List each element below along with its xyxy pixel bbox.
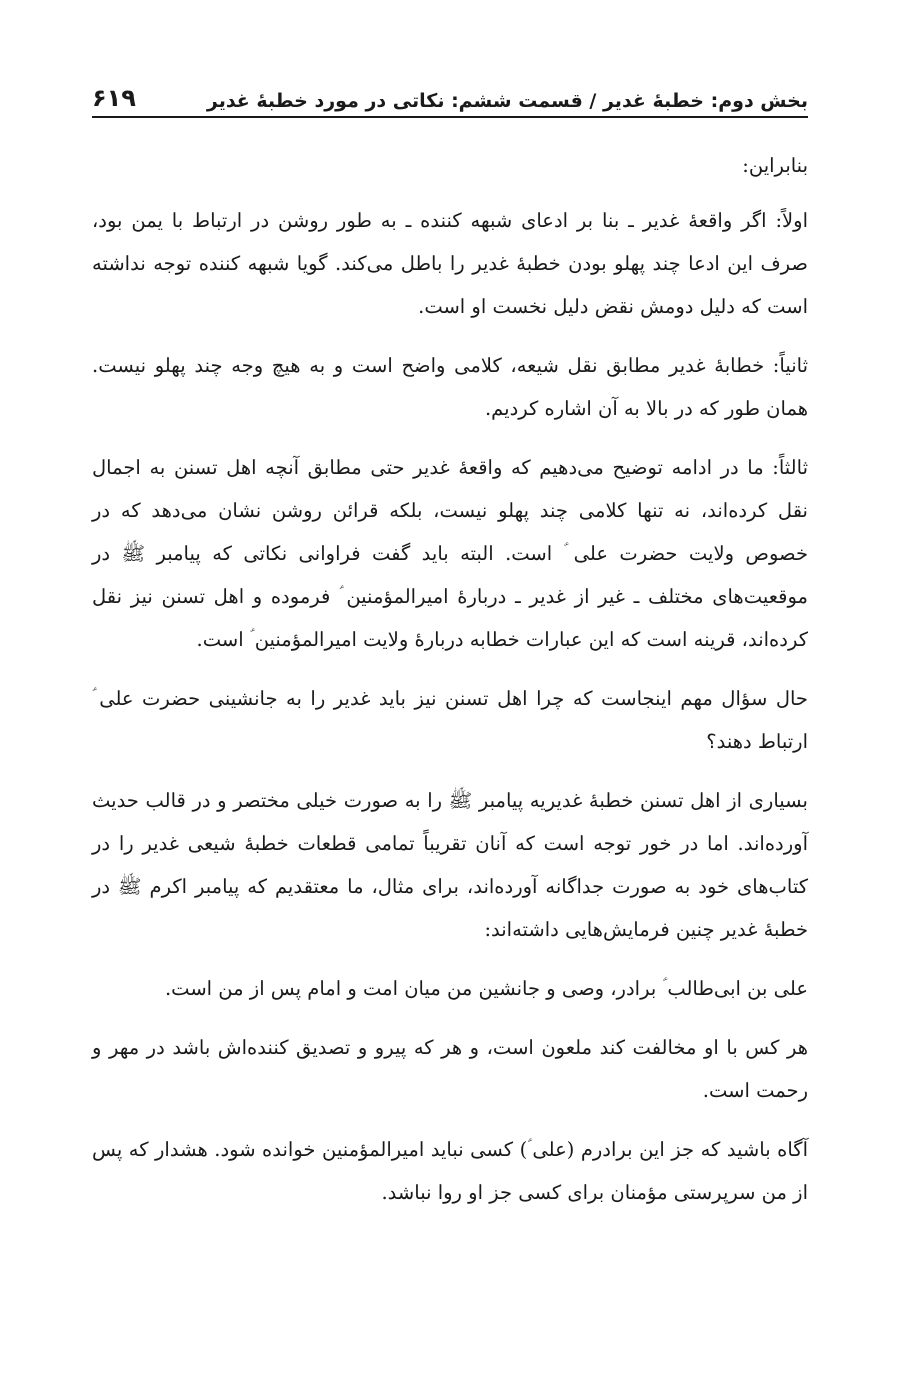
- paragraph-quote-1: علی بن ابی‌طالب ؑ برادر، وصی و جانشین من میان امت و امام پس از من است.: [164, 977, 808, 1000]
- body-text: [92, 144, 808, 1214]
- paragraph-first-point: اولاً: اگر واقعهٔ غدیر ـ بنا بر ادعای شبهه کننده ـ به طور روشن در ارتباط با یمن بود، صرف این ادعا چند پهلو بودن خطبهٔ غدیر را باطل می‌کند. گویا شبهه کننده توجه نداشته است که دلیل دومش نقض دلیل نخست او است.: [92, 209, 808, 318]
- paragraph-quote-2: هر کس با او مخالفت کند ملعون است، و هر که پیرو و تصدیق کننده‌اش باشد در مهر و رحمت است.: [92, 1036, 808, 1102]
- page-header: [92, 60, 808, 118]
- paragraph-second-point: ثانیاً: خطابهٔ غدیر مطابق نقل شیعه، کلامی واضح است و به هیچ وجه چند پهلو نیست. همان طور که در بالا به آن اشاره کردیم.: [92, 354, 808, 420]
- paragraph-question: حال سؤال مهم اینجاست که چرا اهل تسنن نیز باید غدیر را به جانشینی حضرت علی ؑ ارتباط دهند؟: [92, 687, 808, 753]
- book-page: [92, 60, 808, 1230]
- paragraph-quote-3: آگاه باشید که جز این برادرم (علی ؑ) کسی نباید امیرالمؤمنین خوانده شود. هشدار که پس از من سرپرستی مؤمنان برای کسی جز او روا نباشد.: [92, 1138, 808, 1204]
- paragraph-sunni-narrations: بسیاری از اهل تسنن خطبهٔ غدیریه پیامبر ﷺ را به صورت خیلی مختصر و در قالب حدیث آورده‌اند. اما در خور توجه است که آنان تقریباً تمامی قطعات خطبهٔ شیعی غدیر را در کتاب‌های خود به صورت جداگانه آورده‌اند، برای مثال، ما معتقدیم که پیامبر اکرم ﷺ در خطبهٔ غدیر چنین فرمایش‌هایی داشته‌اند:: [92, 789, 808, 941]
- running-title: بخش دوم: خطبهٔ غدیر / قسمت ششم: نکاتی در مورد خطبهٔ غدیر: [206, 90, 808, 112]
- paragraph-intro: بنابراین:: [742, 154, 808, 177]
- page-number: ۶۱۹: [92, 84, 136, 112]
- paragraph-third-point: ثالثاً: ما در ادامه توضیح می‌دهیم که واقعهٔ غدیر حتی مطابق آنچه اهل تسنن به اجمال نقل کرده‌اند، نه تنها کلامی چند پهلو نیست، بلکه قرائن روشن نشان می‌دهد که در خصوص ولایت حضرت علی ؑ است. البته باید گفت فراوانی نکاتی که پیامبر ﷺ در موقعیت‌های مختلف ـ غیر از غدیر ـ دربارهٔ امیرالمؤمنین ؑ فرموده و اهل تسنن نیز نقل کرده‌اند، قرینه است که این عبارات خطابه دربارهٔ ولایت امیرالمؤمنین ؑ است.: [92, 456, 808, 651]
